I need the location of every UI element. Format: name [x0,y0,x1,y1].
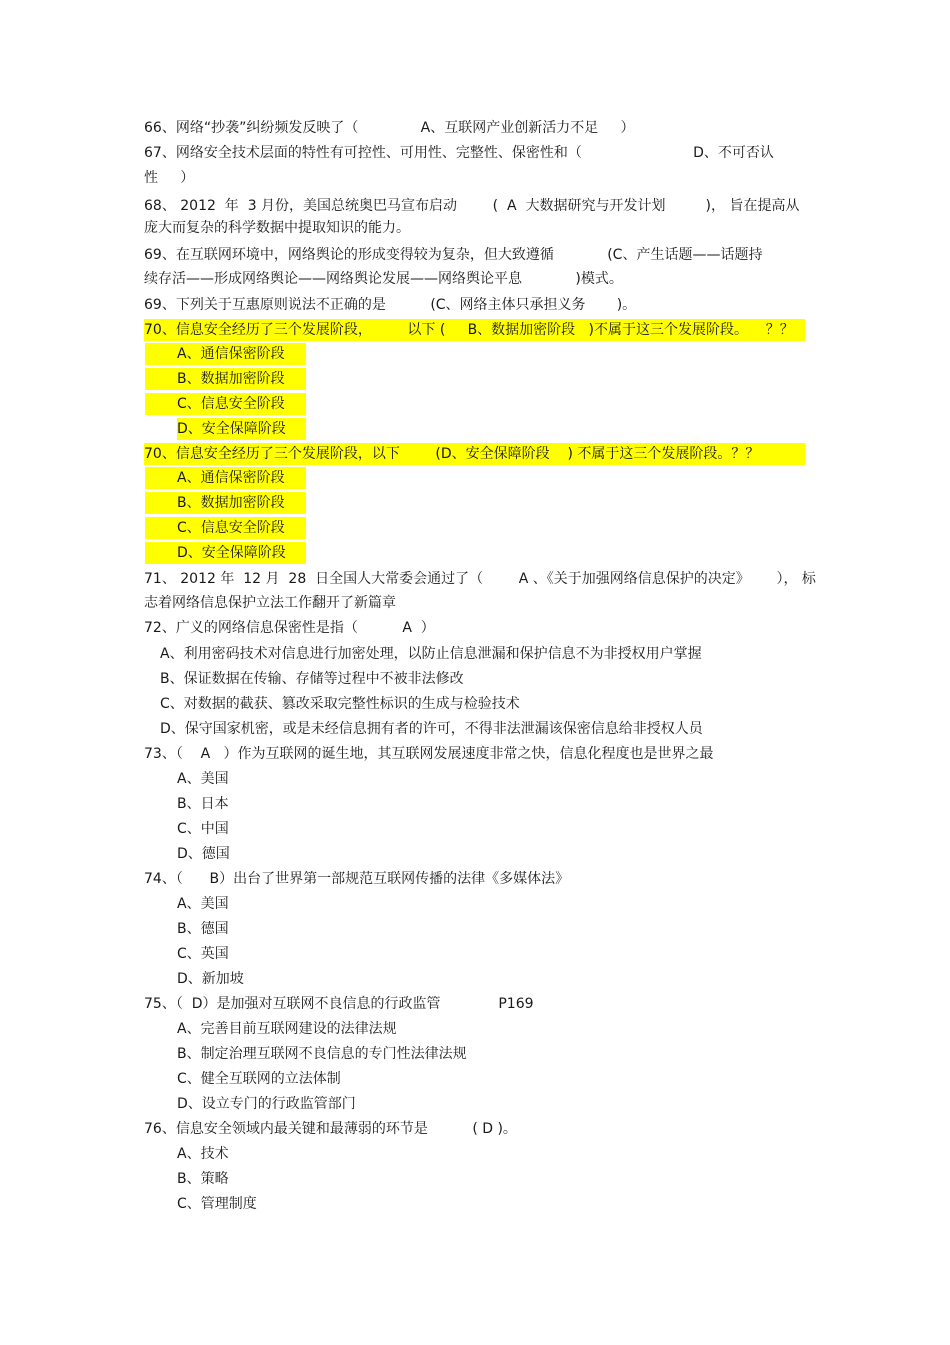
question-74-option: A、美国 [177,896,229,912]
question-70-option: A、通信保密阶段 [145,343,306,365]
question-66: 66、网络“抄袭”纠纷频发反映了（ A、互联网产业创新活力不足 ） [144,120,635,136]
question-75-option: A、完善目前互联网建设的法律法规 [177,1021,397,1037]
question-72: 72、广义的网络信息保密性是指（ A ） [144,620,435,636]
question-71: 71、 2012 年 12 月 28 日全国人大常委会通过了（ A 、《关于加强网络信息保护的决定》 ）， 标 [144,571,816,587]
question-70b-option: A、通信保密阶段 [145,467,306,489]
question-72-option: B、保证数据在传输、存储等过程中不被非法修改 [160,671,464,687]
question-70-option: C、信息安全阶段 [145,393,306,415]
question-73: 73、（ A ）作为互联网的诞生地，其互联网发展速度非常之快，信息化程度也是世界之最 [144,746,714,762]
question-72-option: D、保守国家机密，或是未经信息拥有者的许可，不得非法泄漏该保密信息给非授权人员 [160,721,703,737]
question-73-option: A、美国 [177,771,229,787]
question-73-option: C、中国 [177,821,229,837]
question-68: 68、 2012 年 3 月份，美国总统奥巴马宣布启动 ( A 大数据研究与开发计划 )， 旨在提高从 [144,198,800,214]
question-72-option: A、利用密码技术对信息进行加密处理，以防止信息泄漏和保护信息不为非授权用户掌握 [160,646,702,662]
question-69-cont: 续存活——形成网络舆论——网络舆论发展——网络舆论平息 )模式。 [144,271,623,287]
question-70b-option: D、安全保障阶段 [145,542,306,564]
question-74-option: D、新加坡 [177,971,244,987]
question-75: 75、（ D）是加强对互联网不良信息的行政监管 P169 [144,996,534,1012]
question-72-option: C、对数据的截获、篡改采取完整性标识的生成与检验技术 [160,696,520,712]
question-70b-option: B、数据加密阶段 [145,492,306,514]
question-75-option: B、制定治理互联网不良信息的专门性法律法规 [177,1046,467,1062]
question-67: 67、网络安全技术层面的特性有可控性、可用性、完整性、保密性和（ D、不可否认 [144,145,774,161]
question-74-option: C、英国 [177,946,229,962]
question-69: 69、在互联网环境中，网络舆论的形成变得较为复杂，但大致遵循 (C、产生话题——话题持 [144,247,763,263]
question-70b-option: C、信息安全阶段 [145,517,306,539]
question-71-cont: 志着网络信息保护立法工作翻开了新篇章 [144,595,396,611]
question-73-option: D、德国 [177,846,230,862]
question-74: 74、（ B）出台了世界第一部规范互联网传播的法律《多媒体法》 [144,871,570,887]
question-76-option: A、技术 [177,1146,229,1162]
question-68-cont: 庞大而复杂的科学数据中提取知识的能力。 [144,220,410,236]
question-74-option: B、德国 [177,921,229,937]
question-70b-highlighted: 70、信息安全经历了三个发展阶段，以下 (D、安全保障阶段 ) 不属于这三个发展阶段。？？ [144,443,805,465]
question-69b: 69、下列关于互惠原则说法不正确的是 (C、网络主体只承担义务 )。 [144,297,637,313]
question-75-option: D、设立专门的行政监管部门 [177,1096,356,1112]
question-70-option: B、数据加密阶段 [145,368,306,390]
question-75-option: C、健全互联网的立法体制 [177,1071,341,1087]
question-67-cont: 性 ） [144,170,195,186]
question-70-option: D、安全保障阶段 [177,421,286,437]
question-76-option: C、管理制度 [177,1196,257,1212]
question-70-highlighted: 70、信息安全经历了三个发展阶段， 以下 ( B、数据加密阶段 )不属于这三个发展阶段。 ？？ [144,319,805,341]
question-76-option: B、策略 [177,1171,229,1187]
question-76: 76、信息安全领域内最关键和最薄弱的环节是 ( D )。 [144,1121,517,1137]
question-73-option: B、日本 [177,796,229,812]
